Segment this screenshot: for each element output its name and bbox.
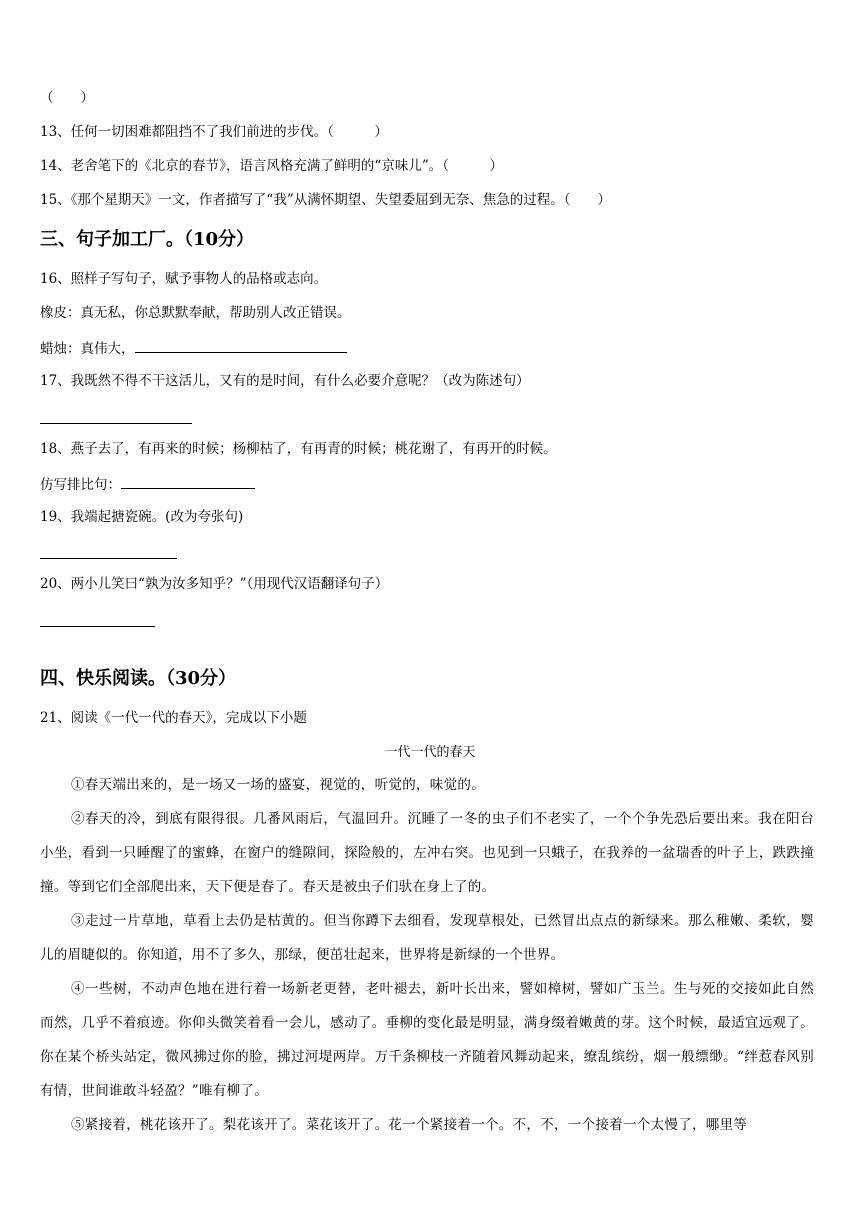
article-title: 一代一代的春天 <box>384 745 476 760</box>
article-paragraph-1: ①春天端出来的，是一场又一场的盛宴，视觉的，听觉的，味觉的。 <box>71 777 485 793</box>
question-16-prompt: 蜡烛：真伟大， <box>40 341 135 357</box>
question-16: 16、照样子写句子，赋予事物人的品格或志向。 <box>40 271 328 287</box>
article-paragraph-3: ③走过一片草地，草看上去仍是枯黄的。但当你蹲下去细看，发现草根处，已然冒出点点的新绿来。那么稚嫩、柔软，婴儿的眉睫似的。你知道，用不了多久，那绿，便茁壮起来，世界将是新绿的一个世界。 <box>40 913 814 963</box>
answer-blank-16[interactable] <box>135 338 347 353</box>
question-16-example: 橡皮：真无私，你总默默奉献，帮助别人改正错误。 <box>40 305 351 321</box>
question-20: 20、两小儿笑曰“孰为汝多知乎？”（用现代汉语翻译句子） <box>40 576 389 592</box>
question-18-prompt: 仿写排比句： <box>40 477 121 493</box>
answer-blank-19[interactable] <box>40 557 177 559</box>
question-13: 13、任何一切困难都阻挡不了我们前进的步伐。（ ） <box>40 124 388 140</box>
article-paragraph-2: ②春天的冷，到底有限得很。几番风雨后，气温回升。沉睡了一冬的虫子们不老实了，一个个争先恐后要出来。我在阳台小坐，看到一只睡醒了的蜜蜂，在窗户的缝隙间，探险般的，左冲右突。也见到一只蛾子，在我养的一盆瑞香的叶子上，跌跌撞撞。等到它们全部爬出来，天下便是春了。春天是被虫子们驮在身上了的。 <box>40 811 814 895</box>
answer-blank-17[interactable] <box>40 422 192 424</box>
answer-blank-20[interactable] <box>40 625 155 627</box>
section-3-heading: 三、句子加工厂。（10分） <box>40 229 255 250</box>
answer-paren-continued: （ ） <box>40 90 94 106</box>
answer-blank-18[interactable] <box>121 474 255 489</box>
article-paragraph-5: ⑤紧接着，桃花该开了。梨花该开了。菜花该开了。花一个紧接着一个。不，不，一个接着一个太慢了，哪里等 <box>71 1117 748 1133</box>
question-15: 15、《那个星期天》一文，作者描写了“我”从满怀期望、失望委屈到无奈、焦急的过程。（ ） <box>40 192 611 208</box>
question-21: 21、阅读《一代一代的春天》，完成以下小题 <box>40 710 307 726</box>
question-16-answer-line <box>40 338 347 358</box>
question-14: 14、老舍笔下的《北京的春节》，语言风格充满了鲜明的“京味儿”。（ ） <box>40 158 503 174</box>
question-17: 17、我既然不得不干这活儿，又有的是时间，有什么必要介意呢？（改为陈述句） <box>40 373 530 389</box>
question-18: 18、燕子去了，有再来的时候；杨柳枯了，有再青的时候；桃花谢了，有再开的时候。 <box>40 441 557 457</box>
question-19: 19、我端起搪瓷碗。(改为夸张句) <box>40 509 244 525</box>
question-18-answer-line <box>40 474 255 494</box>
article-paragraph-4: ④一些树，不动声色地在进行着一场新老更替，老叶褪去，新叶长出来，譬如樟树，譬如广玉兰。生与死的交接如此自然而然，几乎不着痕迹。你仰头微笑着看一会儿，感动了。垂柳的变化最是明显，满身缀着嫩黄的芽。这个时候，最适宜远观了。你在某个桥头站定，微风拂过你的脸，拂过河堤两岸。万千条柳枝一齐随着风舞动起来，缭乱缤纷，烟一般缥缈。“绊惹春风别有情，世间谁敢斗轻盈？”唯有柳了。 <box>40 981 814 1099</box>
section-4-heading: 四、快乐阅读。（30分） <box>40 668 237 689</box>
